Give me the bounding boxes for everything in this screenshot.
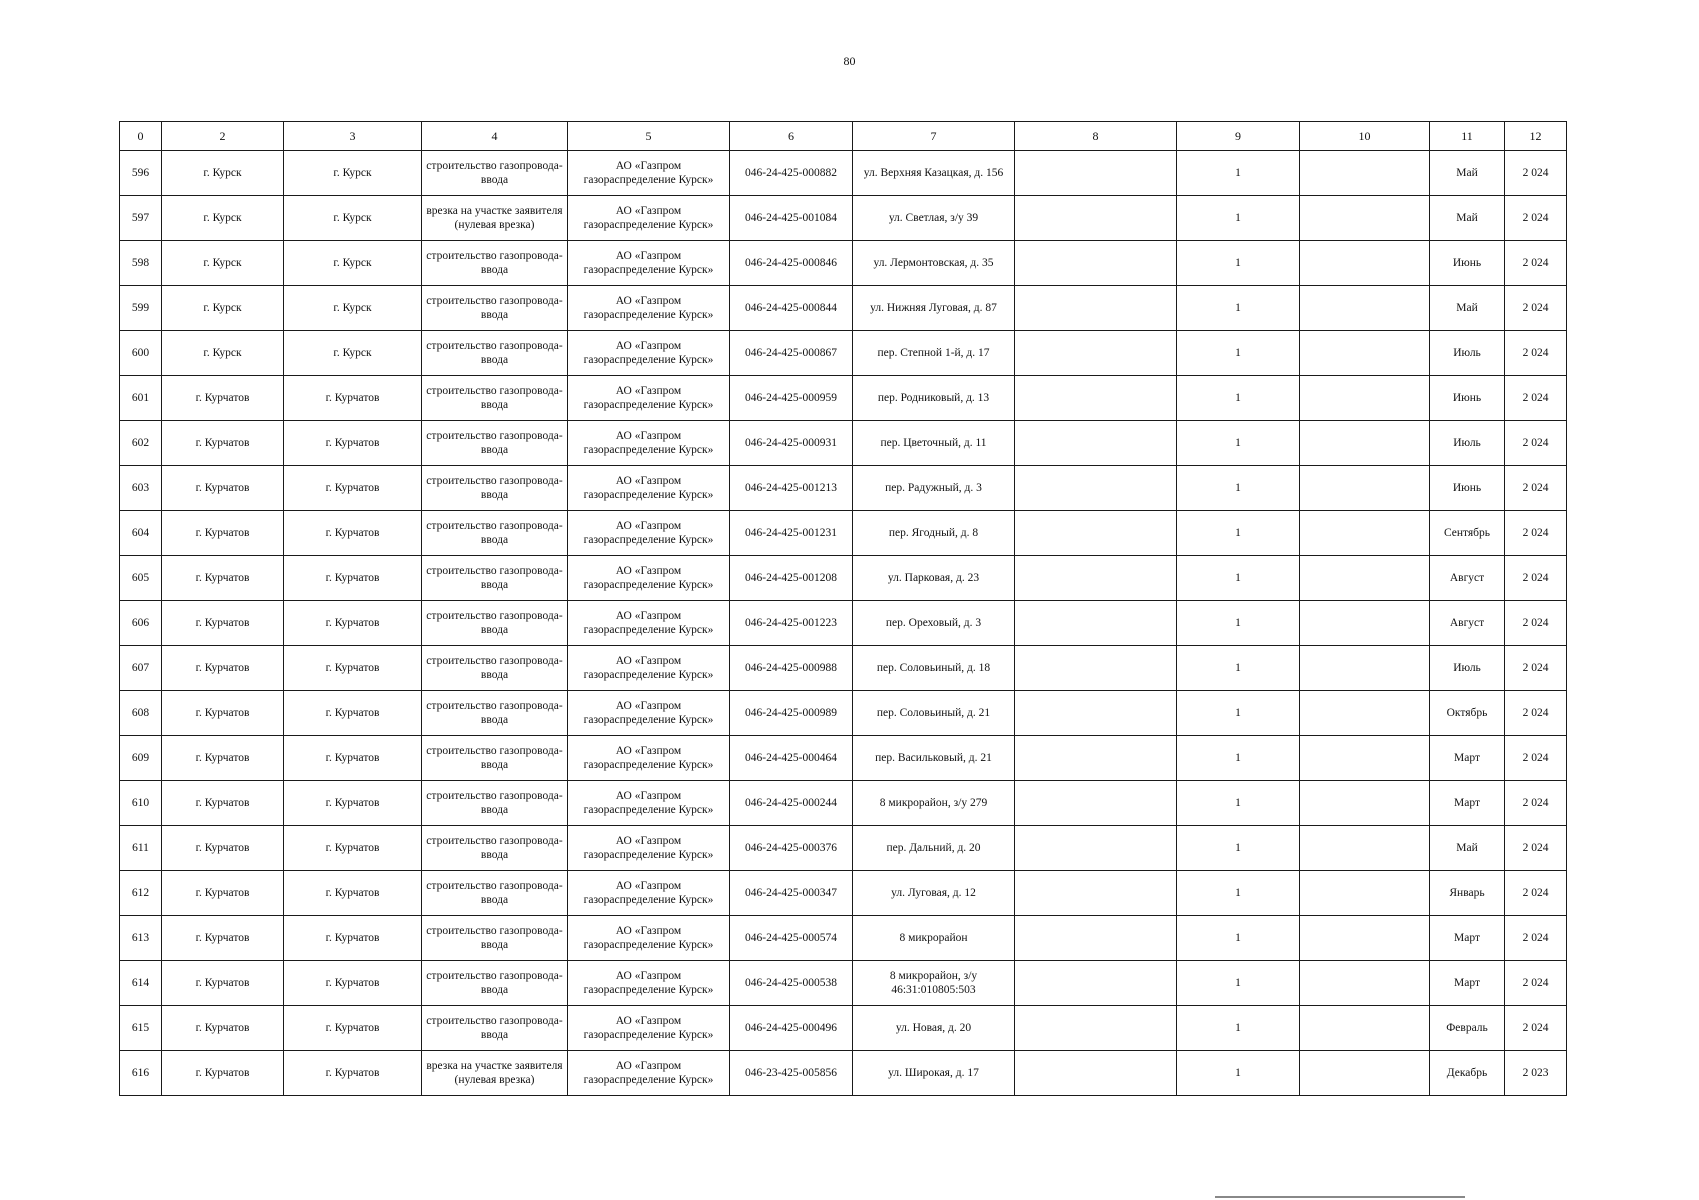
month-cell: Сентябрь (1430, 511, 1505, 556)
application-number-cell: 046-24-425-000496 (730, 1006, 853, 1051)
registry-table (119, 121, 1567, 1096)
address-cell: 8 микрорайон, з/у 46:31:010805:503 (853, 961, 1015, 1006)
row-number-cell: 614 (120, 961, 162, 1006)
organization-cell: АО «Газпром газораспределение Курск» (568, 601, 730, 646)
row-number-cell: 604 (120, 511, 162, 556)
organization-cell: АО «Газпром газораспределение Курск» (568, 151, 730, 196)
address-cell: ул. Новая, д. 20 (853, 1006, 1015, 1051)
col8-cell (1015, 421, 1177, 466)
quantity-cell: 1 (1177, 691, 1300, 736)
month-cell: Декабрь (1430, 1051, 1505, 1096)
application-number-cell: 046-24-425-001231 (730, 511, 853, 556)
row-number-cell: 605 (120, 556, 162, 601)
year-cell: 2 024 (1505, 331, 1567, 376)
row-number-cell: 615 (120, 1006, 162, 1051)
work-type-cell: строительство газопровода-ввода (422, 1006, 568, 1051)
address-cell: ул. Нижняя Луговая, д. 87 (853, 286, 1015, 331)
month-cell: Июль (1430, 646, 1505, 691)
year-cell: 2 024 (1505, 961, 1567, 1006)
work-type-cell: строительство газопровода-ввода (422, 556, 568, 601)
col8-cell (1015, 781, 1177, 826)
work-type-cell: строительство газопровода-ввода (422, 331, 568, 376)
address-cell: пер. Степной 1-й, д. 17 (853, 331, 1015, 376)
year-cell: 2 024 (1505, 151, 1567, 196)
municipality-cell: г. Курск (162, 151, 284, 196)
year-cell: 2 024 (1505, 691, 1567, 736)
application-number-cell: 046-24-425-000844 (730, 286, 853, 331)
application-number-cell: 046-23-425-005856 (730, 1051, 853, 1096)
municipality-cell: г. Курчатов (162, 826, 284, 871)
row-number-cell: 611 (120, 826, 162, 871)
municipality-cell: г. Курск (162, 286, 284, 331)
application-number-cell: 046-24-425-000989 (730, 691, 853, 736)
address-cell: ул. Светлая, з/у 39 (853, 196, 1015, 241)
organization-cell: АО «Газпром газораспределение Курск» (568, 421, 730, 466)
year-cell: 2 024 (1505, 241, 1567, 286)
organization-cell: АО «Газпром газораспределение Курск» (568, 1006, 730, 1051)
municipality-cell: г. Курчатов (162, 871, 284, 916)
organization-cell: АО «Газпром газораспределение Курск» (568, 331, 730, 376)
month-cell: Май (1430, 286, 1505, 331)
month-cell: Июль (1430, 421, 1505, 466)
col8-cell (1015, 241, 1177, 286)
scan-artifact-line (1215, 1196, 1465, 1198)
quantity-cell: 1 (1177, 601, 1300, 646)
year-cell: 2 023 (1505, 1051, 1567, 1096)
settlement-cell: г. Курчатов (284, 781, 422, 826)
header-cell: 2 (162, 122, 284, 151)
col10-cell (1300, 781, 1430, 826)
table-row (120, 151, 1567, 196)
address-cell: ул. Луговая, д. 12 (853, 871, 1015, 916)
col8-cell (1015, 646, 1177, 691)
address-cell: пер. Ореховый, д. 3 (853, 601, 1015, 646)
table-row (120, 286, 1567, 331)
col10-cell (1300, 961, 1430, 1006)
application-number-cell: 046-24-425-000376 (730, 826, 853, 871)
quantity-cell: 1 (1177, 466, 1300, 511)
municipality-cell: г. Курчатов (162, 421, 284, 466)
organization-cell: АО «Газпром газораспределение Курск» (568, 511, 730, 556)
year-cell: 2 024 (1505, 826, 1567, 871)
col10-cell (1300, 1051, 1430, 1096)
organization-cell: АО «Газпром газораспределение Курск» (568, 736, 730, 781)
quantity-cell: 1 (1177, 421, 1300, 466)
year-cell: 2 024 (1505, 196, 1567, 241)
application-number-cell: 046-24-425-000988 (730, 646, 853, 691)
year-cell: 2 024 (1505, 916, 1567, 961)
address-cell: пер. Радужный, д. 3 (853, 466, 1015, 511)
municipality-cell: г. Курчатов (162, 511, 284, 556)
municipality-cell: г. Курчатов (162, 961, 284, 1006)
settlement-cell: г. Курчатов (284, 916, 422, 961)
col10-cell (1300, 196, 1430, 241)
col8-cell (1015, 286, 1177, 331)
work-type-cell: врезка на участке заявителя (нулевая врезка) (422, 196, 568, 241)
address-cell: пер. Соловьиный, д. 21 (853, 691, 1015, 736)
row-number-cell: 606 (120, 601, 162, 646)
settlement-cell: г. Курчатов (284, 421, 422, 466)
col10-cell (1300, 421, 1430, 466)
settlement-cell: г. Курск (284, 196, 422, 241)
application-number-cell: 046-24-425-001223 (730, 601, 853, 646)
header-row (120, 122, 1567, 151)
table-row (120, 781, 1567, 826)
col8-cell (1015, 466, 1177, 511)
municipality-cell: г. Курчатов (162, 556, 284, 601)
application-number-cell: 046-24-425-000244 (730, 781, 853, 826)
address-cell: пер. Цветочный, д. 11 (853, 421, 1015, 466)
col8-cell (1015, 331, 1177, 376)
work-type-cell: врезка на участке заявителя (нулевая врезка) (422, 1051, 568, 1096)
work-type-cell: строительство газопровода-ввода (422, 241, 568, 286)
application-number-cell: 046-24-425-001208 (730, 556, 853, 601)
settlement-cell: г. Курчатов (284, 601, 422, 646)
organization-cell: АО «Газпром газораспределение Курск» (568, 376, 730, 421)
organization-cell: АО «Газпром газораспределение Курск» (568, 826, 730, 871)
settlement-cell: г. Курчатов (284, 691, 422, 736)
row-number-cell: 600 (120, 331, 162, 376)
settlement-cell: г. Курчатов (284, 1006, 422, 1051)
col10-cell (1300, 736, 1430, 781)
month-cell: Март (1430, 781, 1505, 826)
table-row (120, 376, 1567, 421)
row-number-cell: 596 (120, 151, 162, 196)
address-cell: пер. Ягодный, д. 8 (853, 511, 1015, 556)
organization-cell: АО «Газпром газораспределение Курск» (568, 691, 730, 736)
table-row (120, 736, 1567, 781)
col10-cell (1300, 646, 1430, 691)
work-type-cell: строительство газопровода-ввода (422, 961, 568, 1006)
organization-cell: АО «Газпром газораспределение Курск» (568, 646, 730, 691)
organization-cell: АО «Газпром газораспределение Курск» (568, 196, 730, 241)
settlement-cell: г. Курск (284, 151, 422, 196)
quantity-cell: 1 (1177, 916, 1300, 961)
municipality-cell: г. Курчатов (162, 601, 284, 646)
application-number-cell: 046-24-425-000846 (730, 241, 853, 286)
quantity-cell: 1 (1177, 151, 1300, 196)
municipality-cell: г. Курчатов (162, 1051, 284, 1096)
year-cell: 2 024 (1505, 1006, 1567, 1051)
municipality-cell: г. Курчатов (162, 646, 284, 691)
header-cell: 5 (568, 122, 730, 151)
header-cell: 7 (853, 122, 1015, 151)
quantity-cell: 1 (1177, 1051, 1300, 1096)
work-type-cell: строительство газопровода-ввода (422, 601, 568, 646)
col8-cell (1015, 151, 1177, 196)
row-number-cell: 599 (120, 286, 162, 331)
table-row (120, 196, 1567, 241)
col10-cell (1300, 151, 1430, 196)
year-cell: 2 024 (1505, 781, 1567, 826)
col10-cell (1300, 241, 1430, 286)
address-cell: 8 микрорайон, з/у 279 (853, 781, 1015, 826)
organization-cell: АО «Газпром газораспределение Курск» (568, 1051, 730, 1096)
row-number-cell: 608 (120, 691, 162, 736)
work-type-cell: строительство газопровода-ввода (422, 151, 568, 196)
header-cell: 4 (422, 122, 568, 151)
year-cell: 2 024 (1505, 466, 1567, 511)
row-number-cell: 603 (120, 466, 162, 511)
settlement-cell: г. Курчатов (284, 1051, 422, 1096)
settlement-cell: г. Курчатов (284, 376, 422, 421)
application-number-cell: 046-24-425-000867 (730, 331, 853, 376)
col8-cell (1015, 961, 1177, 1006)
col8-cell (1015, 376, 1177, 421)
header-cell: 6 (730, 122, 853, 151)
quantity-cell: 1 (1177, 646, 1300, 691)
col8-cell (1015, 871, 1177, 916)
quantity-cell: 1 (1177, 736, 1300, 781)
work-type-cell: строительство газопровода-ввода (422, 466, 568, 511)
application-number-cell: 046-24-425-000538 (730, 961, 853, 1006)
col10-cell (1300, 331, 1430, 376)
col8-cell (1015, 826, 1177, 871)
quantity-cell: 1 (1177, 331, 1300, 376)
month-cell: Май (1430, 151, 1505, 196)
month-cell: Март (1430, 916, 1505, 961)
application-number-cell: 046-24-425-001213 (730, 466, 853, 511)
municipality-cell: г. Курчатов (162, 781, 284, 826)
col10-cell (1300, 691, 1430, 736)
month-cell: Май (1430, 196, 1505, 241)
row-number-cell: 612 (120, 871, 162, 916)
table-row (120, 916, 1567, 961)
organization-cell: АО «Газпром газораспределение Курск» (568, 286, 730, 331)
col10-cell (1300, 511, 1430, 556)
month-cell: Февраль (1430, 1006, 1505, 1051)
header-cell: 3 (284, 122, 422, 151)
col10-cell (1300, 286, 1430, 331)
quantity-cell: 1 (1177, 961, 1300, 1006)
work-type-cell: строительство газопровода-ввода (422, 871, 568, 916)
col10-cell (1300, 1006, 1430, 1051)
address-cell: ул. Лермонтовская, д. 35 (853, 241, 1015, 286)
col10-cell (1300, 466, 1430, 511)
municipality-cell: г. Курчатов (162, 736, 284, 781)
settlement-cell: г. Курск (284, 286, 422, 331)
organization-cell: АО «Газпром газораспределение Курск» (568, 556, 730, 601)
organization-cell: АО «Газпром газораспределение Курск» (568, 781, 730, 826)
header-cell: 10 (1300, 122, 1430, 151)
row-number-cell: 598 (120, 241, 162, 286)
month-cell: Март (1430, 736, 1505, 781)
table-row (120, 511, 1567, 556)
row-number-cell: 613 (120, 916, 162, 961)
year-cell: 2 024 (1505, 376, 1567, 421)
header-cell: 8 (1015, 122, 1177, 151)
col10-cell (1300, 826, 1430, 871)
year-cell: 2 024 (1505, 601, 1567, 646)
page-number: 80 (843, 54, 856, 68)
col8-cell (1015, 736, 1177, 781)
table-row (120, 331, 1567, 376)
municipality-cell: г. Курск (162, 241, 284, 286)
quantity-cell: 1 (1177, 511, 1300, 556)
application-number-cell: 046-24-425-000574 (730, 916, 853, 961)
quantity-cell: 1 (1177, 826, 1300, 871)
table-row (120, 241, 1567, 286)
header-cell: 9 (1177, 122, 1300, 151)
application-number-cell: 046-24-425-000464 (730, 736, 853, 781)
work-type-cell: строительство газопровода-ввода (422, 781, 568, 826)
month-cell: Октябрь (1430, 691, 1505, 736)
organization-cell: АО «Газпром газораспределение Курск» (568, 961, 730, 1006)
row-number-cell: 609 (120, 736, 162, 781)
address-cell: ул. Широкая, д. 17 (853, 1051, 1015, 1096)
row-number-cell: 616 (120, 1051, 162, 1096)
month-cell: Август (1430, 556, 1505, 601)
row-number-cell: 601 (120, 376, 162, 421)
row-number-cell: 602 (120, 421, 162, 466)
settlement-cell: г. Курчатов (284, 646, 422, 691)
header-cell: 0 (120, 122, 162, 151)
quantity-cell: 1 (1177, 556, 1300, 601)
year-cell: 2 024 (1505, 646, 1567, 691)
month-cell: Март (1430, 961, 1505, 1006)
work-type-cell: строительство газопровода-ввода (422, 376, 568, 421)
header-cell: 12 (1505, 122, 1567, 151)
month-cell: Май (1430, 826, 1505, 871)
col8-cell (1015, 601, 1177, 646)
col8-cell (1015, 556, 1177, 601)
address-cell: пер. Дальний, д. 20 (853, 826, 1015, 871)
col8-cell (1015, 916, 1177, 961)
settlement-cell: г. Курчатов (284, 826, 422, 871)
table-row (120, 691, 1567, 736)
quantity-cell: 1 (1177, 241, 1300, 286)
year-cell: 2 024 (1505, 736, 1567, 781)
settlement-cell: г. Курчатов (284, 871, 422, 916)
quantity-cell: 1 (1177, 196, 1300, 241)
quantity-cell: 1 (1177, 871, 1300, 916)
year-cell: 2 024 (1505, 286, 1567, 331)
year-cell: 2 024 (1505, 421, 1567, 466)
application-number-cell: 046-24-425-000882 (730, 151, 853, 196)
settlement-cell: г. Курчатов (284, 556, 422, 601)
settlement-cell: г. Курчатов (284, 466, 422, 511)
organization-cell: АО «Газпром газораспределение Курск» (568, 916, 730, 961)
application-number-cell: 046-24-425-000931 (730, 421, 853, 466)
work-type-cell: строительство газопровода-ввода (422, 826, 568, 871)
organization-cell: АО «Газпром газораспределение Курск» (568, 466, 730, 511)
organization-cell: АО «Газпром газораспределение Курск» (568, 871, 730, 916)
table-row (120, 826, 1567, 871)
month-cell: Июнь (1430, 376, 1505, 421)
col8-cell (1015, 691, 1177, 736)
municipality-cell: г. Курчатов (162, 376, 284, 421)
month-cell: Июнь (1430, 466, 1505, 511)
settlement-cell: г. Курск (284, 331, 422, 376)
table-row (120, 871, 1567, 916)
application-number-cell: 046-24-425-000347 (730, 871, 853, 916)
row-number-cell: 607 (120, 646, 162, 691)
col10-cell (1300, 556, 1430, 601)
municipality-cell: г. Курск (162, 331, 284, 376)
address-cell: ул. Верхняя Казацкая, д. 156 (853, 151, 1015, 196)
quantity-cell: 1 (1177, 1006, 1300, 1051)
address-cell: пер. Васильковый, д. 21 (853, 736, 1015, 781)
month-cell: Август (1430, 601, 1505, 646)
col10-cell (1300, 871, 1430, 916)
col10-cell (1300, 916, 1430, 961)
organization-cell: АО «Газпром газораспределение Курск» (568, 241, 730, 286)
municipality-cell: г. Курчатов (162, 691, 284, 736)
col10-cell (1300, 601, 1430, 646)
table-body (120, 151, 1567, 1096)
work-type-cell: строительство газопровода-ввода (422, 511, 568, 556)
year-cell: 2 024 (1505, 556, 1567, 601)
application-number-cell: 046-24-425-000959 (730, 376, 853, 421)
municipality-cell: г. Курск (162, 196, 284, 241)
address-cell: ул. Парковая, д. 23 (853, 556, 1015, 601)
row-number-cell: 597 (120, 196, 162, 241)
work-type-cell: строительство газопровода-ввода (422, 646, 568, 691)
settlement-cell: г. Курчатов (284, 511, 422, 556)
municipality-cell: г. Курчатов (162, 466, 284, 511)
quantity-cell: 1 (1177, 286, 1300, 331)
work-type-cell: строительство газопровода-ввода (422, 421, 568, 466)
row-number-cell: 610 (120, 781, 162, 826)
month-cell: Январь (1430, 871, 1505, 916)
table-row (120, 1051, 1567, 1096)
settlement-cell: г. Курск (284, 241, 422, 286)
table-row (120, 961, 1567, 1006)
year-cell: 2 024 (1505, 871, 1567, 916)
address-cell: пер. Соловьиный, д. 18 (853, 646, 1015, 691)
settlement-cell: г. Курчатов (284, 961, 422, 1006)
month-cell: Июнь (1430, 241, 1505, 286)
table-row (120, 601, 1567, 646)
address-cell: пер. Родниковый, д. 13 (853, 376, 1015, 421)
table-row (120, 646, 1567, 691)
header-cell: 11 (1430, 122, 1505, 151)
municipality-cell: г. Курчатов (162, 1006, 284, 1051)
col8-cell (1015, 1051, 1177, 1096)
table-row (120, 466, 1567, 511)
col8-cell (1015, 1006, 1177, 1051)
year-cell: 2 024 (1505, 511, 1567, 556)
table-header (120, 122, 1567, 151)
application-number-cell: 046-24-425-001084 (730, 196, 853, 241)
quantity-cell: 1 (1177, 376, 1300, 421)
work-type-cell: строительство газопровода-ввода (422, 286, 568, 331)
work-type-cell: строительство газопровода-ввода (422, 736, 568, 781)
address-cell: 8 микрорайон (853, 916, 1015, 961)
table-row (120, 1006, 1567, 1051)
col10-cell (1300, 376, 1430, 421)
quantity-cell: 1 (1177, 781, 1300, 826)
table-row (120, 421, 1567, 466)
work-type-cell: строительство газопровода-ввода (422, 691, 568, 736)
col8-cell (1015, 511, 1177, 556)
municipality-cell: г. Курчатов (162, 916, 284, 961)
table-row (120, 556, 1567, 601)
col8-cell (1015, 196, 1177, 241)
work-type-cell: строительство газопровода-ввода (422, 916, 568, 961)
settlement-cell: г. Курчатов (284, 736, 422, 781)
month-cell: Июль (1430, 331, 1505, 376)
